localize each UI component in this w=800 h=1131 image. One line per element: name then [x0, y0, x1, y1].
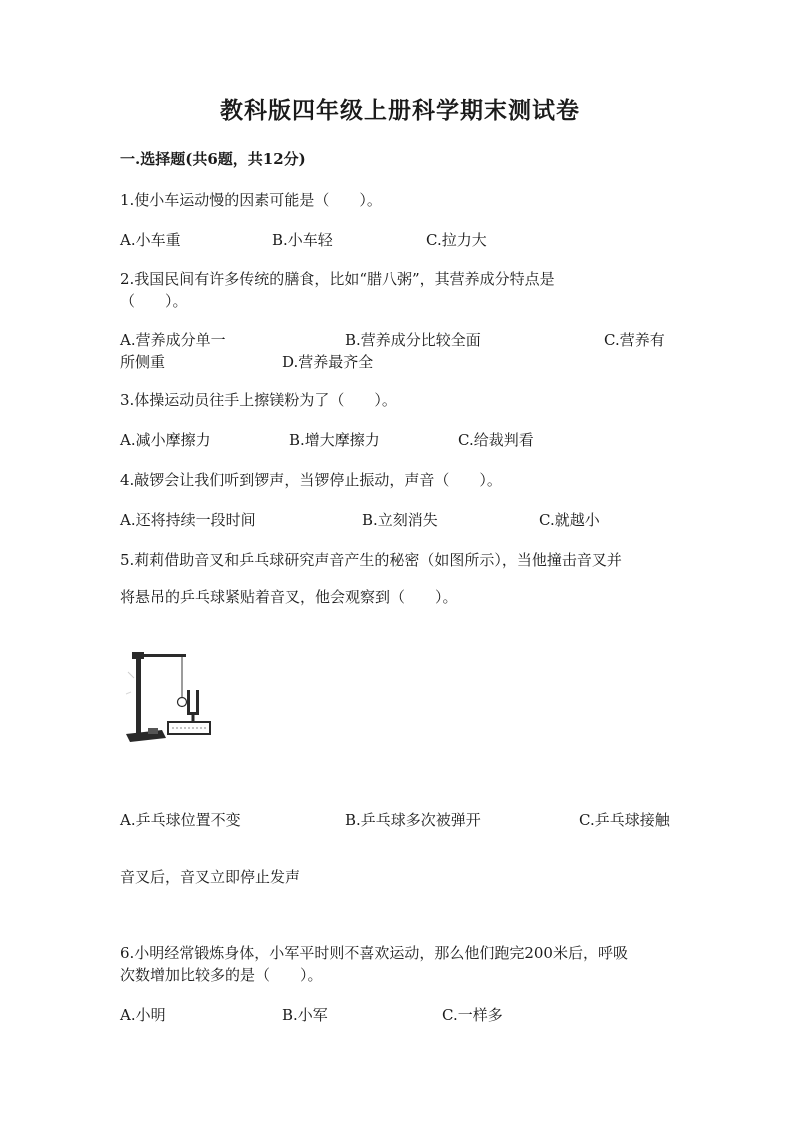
question-5-option-b: B.乒乓球多次被弹开 [345, 811, 481, 829]
question-1-option-a: A.小车重 [120, 231, 181, 249]
question-3-stem: 3.体操运动员往手上擦镁粉为了（ ）。 [120, 391, 397, 409]
question-2-option-c-cont: 所侧重 [120, 353, 166, 371]
tuning-fork-pingpong-apparatus-icon [122, 642, 222, 747]
question-6-option-a: A.小明 [120, 1006, 166, 1024]
question-2-option-c: C.营养有 [604, 331, 665, 349]
page-title: 教科版四年级上册科学期末测试卷 [220, 97, 580, 124]
question-5-stem-line-2: 将悬吊的乒乓球紧贴着音叉，他会观察到（ ）。 [120, 588, 458, 606]
question-1-option-c: C.拉力大 [426, 231, 487, 249]
question-6-stem-line-2: 次数增加比较多的是（ ）。 [120, 966, 323, 984]
question-2-option-b: B.营养成分比较全面 [345, 331, 481, 349]
question-2-stem-line-1: 2.我国民间有许多传统的膳食，比如“腊八粥”，其营养成分特点是 [120, 270, 555, 288]
question-1-option-b: B.小车轻 [272, 231, 333, 249]
question-5-option-a: A.乒乓球位置不变 [120, 811, 241, 829]
question-4-option-a: A.还将持续一段时间 [120, 511, 256, 529]
question-3-option-a: A.减小摩擦力 [120, 431, 211, 449]
section-heading: 一.选择题(共6题，共12分) [120, 150, 306, 168]
question-6-option-c: C.一样多 [442, 1006, 503, 1024]
question-5-option-c-cont: 音叉后，音叉立即停止发声 [120, 868, 301, 886]
question-2-stem-line-2: （ ）。 [120, 292, 188, 310]
question-6-option-b: B.小军 [282, 1006, 328, 1024]
question-3-option-b: B.增大摩擦力 [289, 431, 380, 449]
question-3-option-c: C.给裁判看 [458, 431, 534, 449]
question-2-option-d: D.营养最齐全 [282, 353, 374, 371]
question-4-stem: 4.敲锣会让我们听到锣声，当锣停止振动，声音（ ）。 [120, 471, 502, 489]
question-5-stem-line-1: 5.莉莉借助音叉和乒乓球研究声音产生的秘密（如图所示），当他撞击音叉并 [120, 551, 622, 569]
question-5-option-c: C.乒乓球接触 [579, 811, 670, 829]
question-6-stem-line-1: 6.小明经常锻炼身体，小军平时则不喜欢运动，那么他们跑完200米后，呼吸 [120, 944, 628, 962]
question-4-option-b: B.立刻消失 [362, 511, 438, 529]
question-4-option-c: C.就越小 [539, 511, 600, 529]
question-1-stem: 1.使小车运动慢的因素可能是（ ）。 [120, 191, 382, 209]
question-2-option-a: A.营养成分单一 [120, 331, 226, 349]
